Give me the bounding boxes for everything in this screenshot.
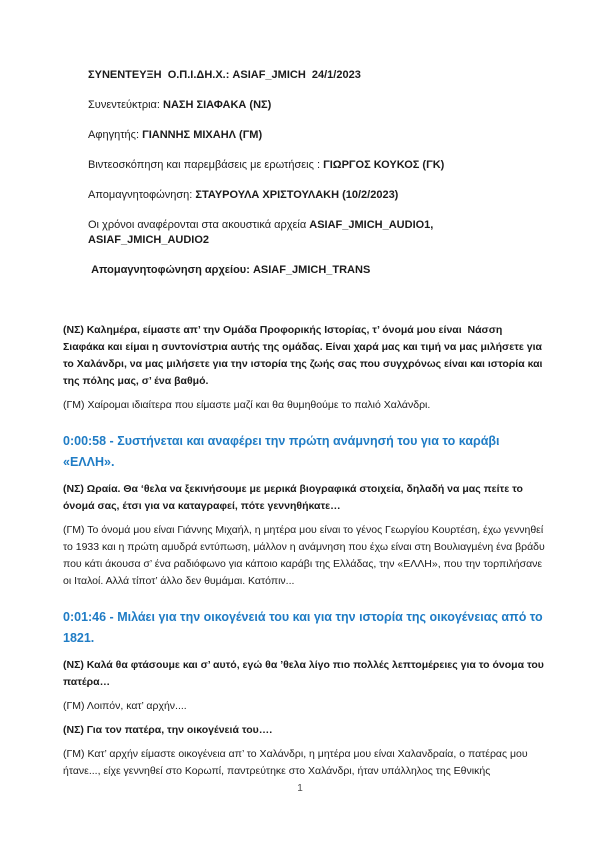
section-heading-timestamp: 0:00:58 - Συστήνεται και αναφέρει την πρώτη ανάμνησή του για το καράβι «ΕΛΛΗ».	[63, 434, 504, 469]
meta-row-interviewer	[88, 98, 545, 113]
meta-row-transcript-file	[88, 263, 545, 278]
dialogue-paragraph-gm: (ΓΜ) Λοιπόν, κατ’ αρχήν....	[63, 700, 187, 712]
meta-row-audio-files	[88, 218, 545, 248]
meta-row-transcription	[88, 188, 545, 203]
meta-label: Απομαγνητοφώνηση αρχείου:	[88, 264, 253, 276]
meta-label: Συνεντεύκτρια:	[88, 99, 164, 111]
meta-value: ΣΤΑΥΡΟΥΛΑ ΧΡΙΣΤΟΥΛΑΚΗ (10/2/2023)	[195, 189, 399, 201]
meta-value: ASIAF_JMICH_TRANS	[252, 264, 371, 276]
meta-value: ΓΙΑΝΝΗΣ ΜΙΧΑΗΛ (ΓΜ)	[142, 129, 263, 141]
dialogue-paragraph-gm: (ΓΜ) Χαίρομαι ιδιαίτερα που είμαστε μαζί και θα θυμηθούμε το παλιό Χαλάνδρι.	[63, 399, 431, 411]
meta-value: ΝΑΣΗ ΣΙΑΦΑΚΑ (ΝΣ)	[163, 99, 272, 111]
meta-row-videography	[88, 158, 545, 173]
dialogue-paragraph-gm: (ΓΜ) Το όνομά μου είναι Γιάννης Μιχαήλ, η μητέρα μου είναι το γένος Γεωργίου Κουρτέση, έχω γεννηθεί το 1933 και η πρώτη αμυδρά εντύπωση, μάλλον η ανάμνηση που έχω είναι στη Βουλιαγμένη ένα βράδυ που κάτι άκουσα σ’ ένα ραδιόφωνο για κάποιο καράβι της Ελλάδας, την «ΕΛΛΗ», που την τορπιλήσανε οι Ιταλοί. Αλλά τίποτ’ άλλο δεν θυμάμαι. Κατόπιν...	[63, 524, 548, 587]
dialogue-paragraph-ns: (ΝΣ) Καλά θα φτάσουμε και σ’ αυτό, εγώ θα ’θελα λίγο πιο πολλές λεπτομέρειες για το όνομα του πατέρα…	[63, 659, 547, 688]
meta-label: Αφηγητής:	[88, 129, 143, 141]
dialogue-paragraph-ns: (ΝΣ) Ωραία. Θα ‘θελα να ξεκινήσουμε με μερικά βιογραφικά στοιχεία, δηλαδή να μας πείτε το όνομά σας, έτσι για να καταγραφεί, πότε γεννηθήκατε…	[63, 483, 526, 512]
meta-label: Απομαγνητοφώνηση:	[88, 189, 196, 201]
section-heading-timestamp: 0:01:46 - Μιλάει για την οικογένειά του και για την ιστορία της οικογένειας από το 1821.	[63, 610, 547, 645]
transcript-dialogue	[63, 322, 548, 780]
doc-title: ΣΥΝΕΝΤΕΥΞΗ Ο.Π.Ι.ΔΗ.Χ.: ASIAF_JMICH 24/1/2023	[88, 69, 361, 81]
meta-value: ΓΙΩΡΓΟΣ ΚΟΥΚΟΣ (ΓΚ)	[323, 159, 445, 171]
dialogue-paragraph-gm: (ΓΜ) Κατ’ αρχήν είμαστε οικογένεια απ’ το Χαλάνδρι, η μητέρα μου είναι Χαλανδραία, ο πατέρας μου ήτανε..., είχε γεννηθεί στο Κορωπί, παντρεύτηκε στο Χαλάνδρι, ήταν υπάλληλος της Εθνικής	[63, 748, 531, 777]
meta-label: Οι χρόνοι αναφέρονται στα ακουστικά αρχεία	[88, 219, 310, 231]
page-number: 1	[297, 783, 303, 794]
dialogue-paragraph-ns: (ΝΣ) Καλημέρα, είμαστε απ’ την Ομάδα Προφορικής Ιστορίας, τ’ όνομά μου είναι Νάσση Σιαφάκα και είμαι η συντονίστρια αυτής της ομάδας. Είναι χαρά μας και τιμή να μας μιλήσετε για το Χαλάνδρι, να μας μιλήσετε για την ιστορία της ζωής σας που συγχρόνως είναι και ιστορία και της πόλης μας, σ’ ένα βαθμό.	[63, 324, 546, 387]
meta-label: Βιντεοσκόπηση και παρεμβάσεις με ερωτήσεις :	[88, 159, 324, 171]
transcript-header-block	[88, 68, 545, 278]
meta-value: ASIAF_JMICH_AUDIO1, ASIAF_JMICH_AUDIO2	[88, 219, 437, 246]
meta-row-narrator	[88, 128, 545, 143]
dialogue-paragraph-ns: (ΝΣ) Για τον πατέρα, την οικογένειά του….	[63, 724, 273, 736]
